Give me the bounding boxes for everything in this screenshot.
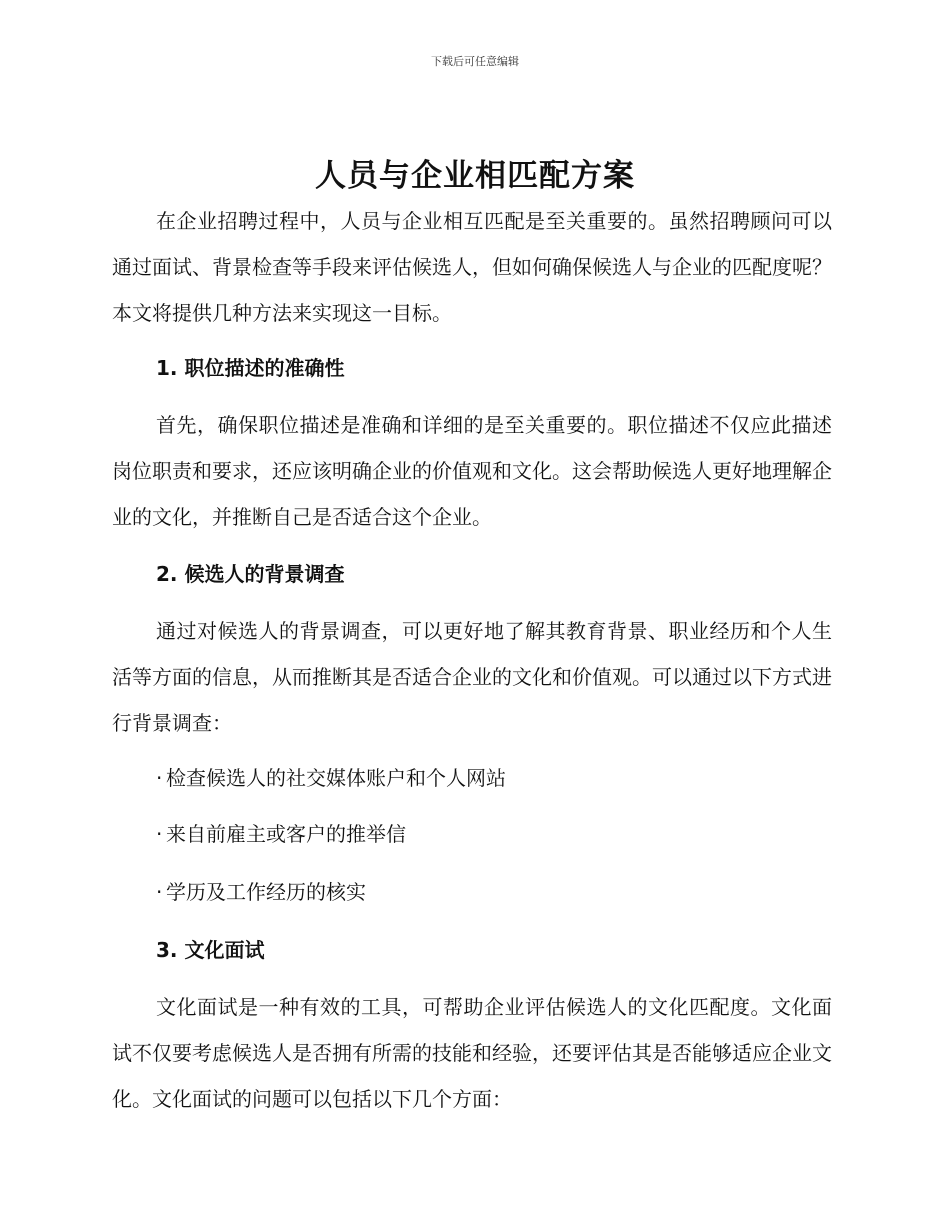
section-2-paragraph: 通过对候选人的背景调查，可以更好地了解其教育背景、职业经历和个人生活等方面的信息，从而推断其是否适合企业的文化和价值观。可以通过以下方式进行背景调查： <box>112 619 832 735</box>
section-3-paragraph: 文化面试是一种有效的工具，可帮助企业评估候选人的文化匹配度。文化面试不仅要考虑候选人是否拥有所需的技能和经验，还要评估其是否能够适应企业文化。文化面试的问题可以包括以下几个方面： <box>112 995 832 1111</box>
bullet-marker: · <box>156 880 163 904</box>
intro-paragraph: 在企业招聘过程中，人员与企业相互匹配是至关重要的。虽然招聘顾问可以通过面试、背景检查等手段来评估候选人，但如何确保候选人与企业的匹配度呢？本文将提供几种方法来实现这一目标。 <box>112 209 832 325</box>
header-note: 下载后可任意编辑 <box>431 55 519 68</box>
bullet-item <box>156 878 366 906</box>
bullet-item <box>156 764 506 792</box>
bullet-text: 检查候选人的社交媒体账户和个人网站 <box>166 766 506 790</box>
section-3-heading: 3. 文化面试 <box>156 938 265 962</box>
section-1-paragraph: 首先，确保职位描述是准确和详细的是至关重要的。职位描述不仅应此描述岗位职责和要求，还应该明确企业的价值观和文化。这会帮助候选人更好地理解企业的文化，并推断自己是否适合这个企业。 <box>112 413 832 529</box>
section-2-heading: 2. 候选人的背景调查 <box>156 562 345 586</box>
document-title: 人员与企业相匹配方案 <box>315 158 635 194</box>
section-1-heading: 1. 职位描述的准确性 <box>156 356 345 380</box>
bullet-text: 来自前雇主或客户的推举信 <box>166 822 406 846</box>
bullet-item <box>156 820 406 848</box>
bullet-text: 学历及工作经历的核实 <box>166 880 366 904</box>
bullet-marker: · <box>156 822 163 846</box>
bullet-marker: · <box>156 766 163 790</box>
